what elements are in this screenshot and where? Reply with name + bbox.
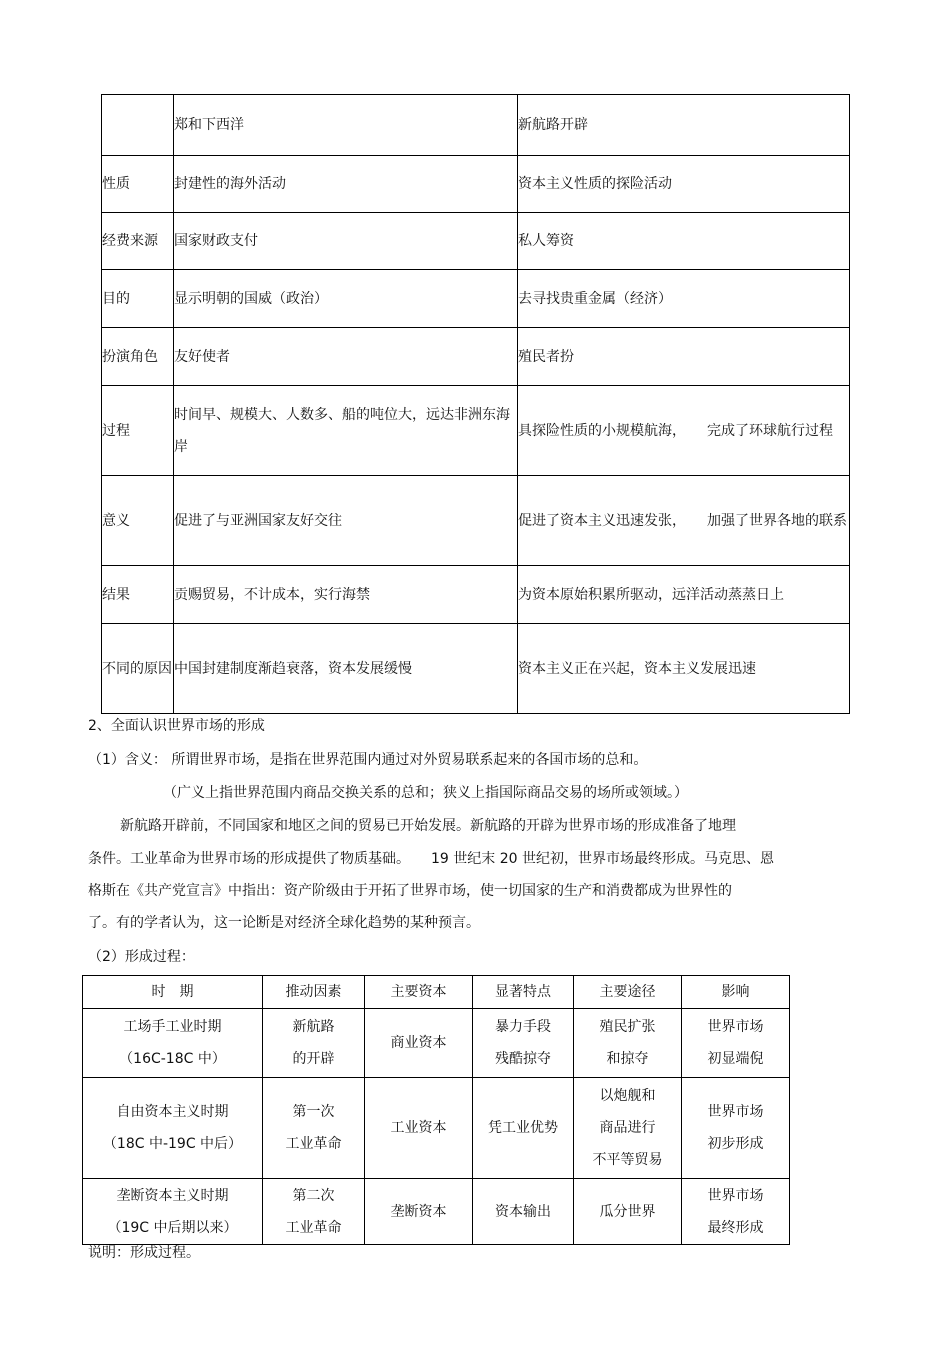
subheading: （2）形成过程： bbox=[88, 949, 195, 965]
feature-line: 残酷掠夺 bbox=[495, 1051, 551, 1067]
route-cell bbox=[574, 1078, 682, 1179]
feature-line: 资本输出 bbox=[495, 1203, 551, 1220]
route-line: 不平等贸易 bbox=[592, 1152, 663, 1168]
feature-line: 凭工业优势 bbox=[488, 1120, 558, 1136]
process-table bbox=[82, 975, 790, 1245]
impact-line: 世界市场 bbox=[707, 1104, 764, 1120]
zheng-cell: 国家财政支付 bbox=[174, 213, 518, 270]
row-funding bbox=[102, 213, 850, 270]
col-header-impact: 影响 bbox=[682, 976, 790, 1009]
zheng-cell: 时间早、规模大、人数多、船的吨位大，远达非洲东海岸 bbox=[174, 386, 518, 476]
zheng-cell: 友好使者 bbox=[174, 328, 518, 386]
driver-line: 新航路 bbox=[292, 1019, 335, 1035]
period-line: （16C-18C 中） bbox=[119, 1051, 226, 1067]
row-significance bbox=[102, 476, 850, 566]
col-header-capital: 主要资本 bbox=[365, 976, 473, 1009]
row-label: 经费来源 bbox=[102, 213, 174, 270]
period-line: 自由资本主义时期 bbox=[116, 1104, 229, 1120]
impact-cell bbox=[682, 1179, 790, 1245]
paragraph-line-4: 了。有的学者认为，这一论断是对经济全球化趋势的某种预言。 bbox=[88, 915, 480, 931]
route-line: 以炮舰和 bbox=[599, 1088, 656, 1104]
zheng-cell: 中国封建制度渐趋衰落，资本发展缓慢 bbox=[174, 624, 518, 714]
new-route-cell: 为资本原始积累所驱动，远洋活动蒸蒸日上 bbox=[518, 566, 850, 624]
new-route-cell: 殖民者扮 bbox=[518, 328, 850, 386]
period-cell bbox=[83, 1009, 263, 1078]
driver-line: 工业革命 bbox=[285, 1136, 342, 1152]
driver-cell bbox=[263, 1009, 365, 1078]
impact-line: 世界市场 bbox=[707, 1187, 764, 1204]
period-line: 垄断资本主义时期 bbox=[116, 1187, 229, 1204]
capital-line: 垄断资本 bbox=[390, 1203, 447, 1220]
impact-line: 世界市场 bbox=[707, 1019, 764, 1035]
period-line: （19C 中后期以来） bbox=[107, 1219, 238, 1236]
process-header-row bbox=[83, 976, 790, 1009]
capital-cell bbox=[365, 1009, 473, 1078]
zheng-cell: 封建性的海外活动 bbox=[174, 156, 518, 213]
driver-cell bbox=[263, 1078, 365, 1179]
zheng-cell: 促进了与亚洲国家友好交往 bbox=[174, 476, 518, 566]
driver-line: 的开辟 bbox=[292, 1051, 335, 1067]
route-line: 殖民扩张 bbox=[599, 1019, 656, 1035]
row-purpose bbox=[102, 270, 850, 328]
col-header-route: 主要途径 bbox=[574, 976, 682, 1009]
paragraph-line-2: 条件。工业革命为世界市场的形成提供了物质基础。 19 世纪末 20 世纪初，世界市场最终形成。马克思、恩 bbox=[88, 851, 774, 867]
row-label: 结果 bbox=[102, 566, 174, 624]
driver-line: 第一次 bbox=[292, 1104, 335, 1120]
col-header-driver: 推动因素 bbox=[263, 976, 365, 1009]
row-label: 过程 bbox=[102, 386, 174, 476]
new-route-cell: 私人筹资 bbox=[518, 213, 850, 270]
period-line: （18C 中-19C 中后） bbox=[102, 1136, 243, 1152]
col-header-period: 时 期 bbox=[83, 976, 263, 1009]
impact-line: 初步形成 bbox=[707, 1136, 764, 1152]
new-route-cell: 促进了资本主义迅速发张， 加强了世界各地的联系 bbox=[518, 476, 850, 566]
feature-cell bbox=[473, 1179, 574, 1245]
period-cell bbox=[83, 1179, 263, 1245]
new-route-cell: 资本主义性质的探险活动 bbox=[518, 156, 850, 213]
impact-cell bbox=[682, 1009, 790, 1078]
row-label: 扮演角色 bbox=[102, 328, 174, 386]
section-heading: 2、全面认识世界市场的形成 bbox=[88, 718, 265, 734]
new-route-cell: 资本主义正在兴起，资本主义发展迅速 bbox=[518, 624, 850, 714]
zheng-cell: 贡赐贸易，不计成本，实行海禁 bbox=[174, 566, 518, 624]
impact-line: 初显端倪 bbox=[707, 1051, 764, 1067]
row-label: 意义 bbox=[102, 476, 174, 566]
route-line: 和掠夺 bbox=[606, 1051, 649, 1067]
impact-cell bbox=[682, 1078, 790, 1179]
route-line: 商品进行 bbox=[599, 1120, 656, 1136]
new-route-cell: 具探险性质的小规模航海， 完成了环球航行过程 bbox=[518, 386, 850, 476]
process-row-manufacture bbox=[83, 1009, 790, 1078]
impact-line: 最终形成 bbox=[707, 1219, 764, 1236]
row-label: 目的 bbox=[102, 270, 174, 328]
header-blank-cell bbox=[102, 95, 174, 156]
feature-cell bbox=[473, 1009, 574, 1078]
process-row-free-capitalism bbox=[83, 1078, 790, 1179]
route-line: 瓜分世界 bbox=[599, 1203, 656, 1220]
paragraph-line-3: 格斯在《共产党宣言》中指出：资产阶级由于开拓了世界市场，使一切国家的生产和消费都成为世界性的 bbox=[88, 883, 732, 899]
header-zheng-he: 郑和下西洋 bbox=[174, 95, 518, 156]
comparison-header-row bbox=[102, 95, 850, 156]
definition-note: （广义上指世界范围内商品交换关系的总和；狭义上指国际商品交易的场所或领域。） bbox=[163, 785, 688, 801]
row-label: 不同的原因 bbox=[102, 624, 174, 714]
process-row-monopoly bbox=[83, 1179, 790, 1245]
definition-text: （1）含义： 所谓世界市场，是指在世界范围内通过对外贸易联系起来的各国市场的总和。 bbox=[88, 752, 648, 768]
row-nature bbox=[102, 156, 850, 213]
driver-line: 工业革命 bbox=[285, 1219, 342, 1236]
capital-line: 工业资本 bbox=[390, 1120, 447, 1136]
feature-line: 暴力手段 bbox=[495, 1019, 551, 1035]
row-process bbox=[102, 386, 850, 476]
capital-cell bbox=[365, 1179, 473, 1245]
paragraph-line-1: 新航路开辟前，不同国家和地区之间的贸易已开始发展。新航路的开辟为世界市场的形成准备了地理 bbox=[120, 818, 736, 834]
zheng-cell: 显示明朝的国威（政治） bbox=[174, 270, 518, 328]
route-cell bbox=[574, 1179, 682, 1245]
feature-cell bbox=[473, 1078, 574, 1179]
row-reason bbox=[102, 624, 850, 714]
capital-line: 商业资本 bbox=[390, 1035, 447, 1051]
driver-line: 第二次 bbox=[292, 1187, 335, 1204]
header-new-route: 新航路开辟 bbox=[518, 95, 850, 156]
driver-cell bbox=[263, 1179, 365, 1245]
row-result bbox=[102, 566, 850, 624]
capital-cell bbox=[365, 1078, 473, 1179]
new-route-cell: 去寻找贵重金属（经济） bbox=[518, 270, 850, 328]
row-role bbox=[102, 328, 850, 386]
period-line: 工场手工业时期 bbox=[123, 1019, 222, 1035]
period-cell bbox=[83, 1078, 263, 1179]
route-cell bbox=[574, 1009, 682, 1078]
comparison-table bbox=[101, 94, 850, 714]
row-label: 性质 bbox=[102, 156, 174, 213]
table-footnote: 说明：形成过程。 bbox=[88, 1245, 200, 1261]
col-header-feature: 显著特点 bbox=[473, 976, 574, 1009]
